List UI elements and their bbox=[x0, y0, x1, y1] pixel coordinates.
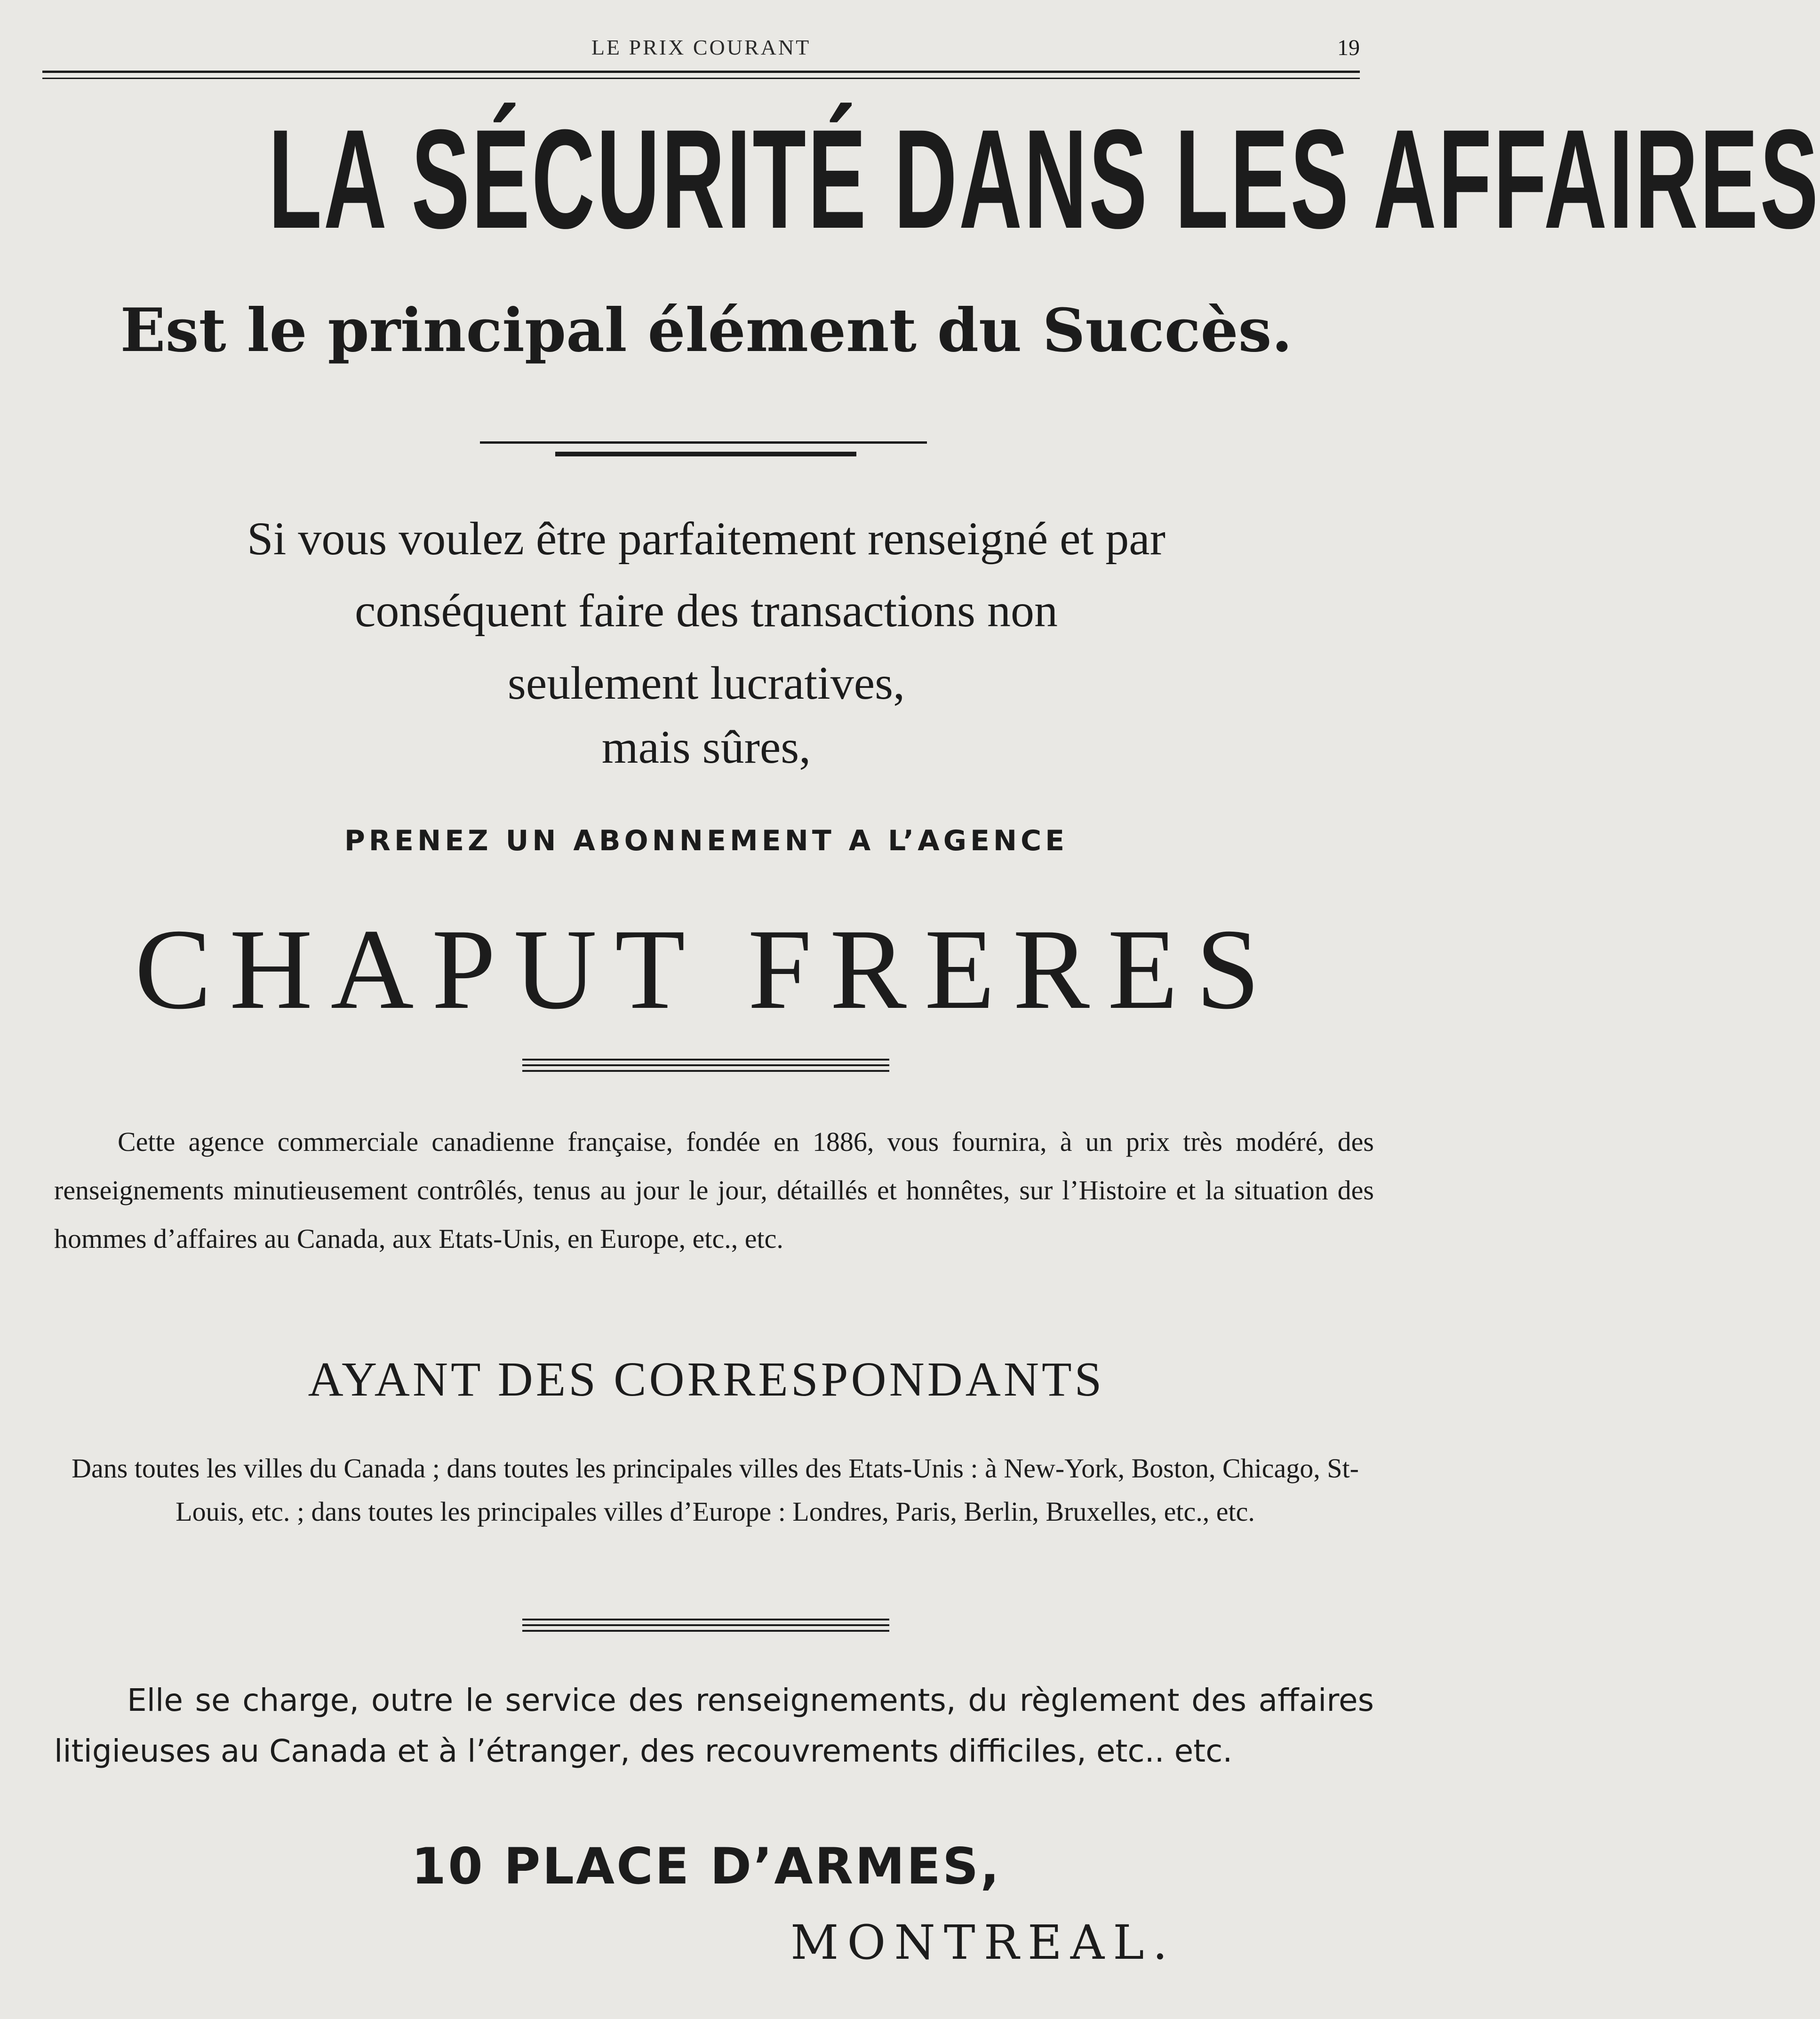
headline: LA SÉCURITÉ DANS LES AFFAIRES bbox=[268, 100, 1820, 258]
divider-3-bottom bbox=[522, 1630, 889, 1632]
intro-line: mais sûres, bbox=[601, 721, 811, 773]
divider-3-mid bbox=[522, 1624, 889, 1626]
header-rule-top bbox=[42, 71, 1360, 73]
divider-1-top bbox=[480, 441, 927, 444]
page-number: 19 bbox=[1337, 35, 1360, 60]
divider-2-top bbox=[522, 1059, 889, 1061]
divider-1-bottom bbox=[555, 452, 856, 456]
divider-2-bottom bbox=[522, 1070, 889, 1072]
running-title: LE PRIX COURANT bbox=[591, 35, 811, 59]
city: MONTREAL. bbox=[790, 1915, 1176, 1970]
intro-line: Si vous voulez être parfaitement renseigné et par bbox=[247, 512, 1165, 565]
intro-line: seulement lucratives, bbox=[507, 657, 905, 709]
subheadline: Est le principal élément du Succès. bbox=[120, 295, 1293, 365]
description-paragraph: Cette agence commerciale canadienne française, fondée en 1886, vous fournira, à un prix très modéré, des renseignements minutieusement contrôlés, tenus au jour le jour, détaillés et honnêtes, sur l’Histoire et la situation des hommes d’affaires au Canada, aux Etats-Unis, en Europe, etc., etc. bbox=[54, 1126, 1374, 1254]
address: 10 PLACE D’ARMES, bbox=[411, 1837, 1001, 1895]
correspondents-paragraph: Dans toutes les villes du Canada ; dans toutes les principales villes des Etats-Unis : à New-York, Boston, Chicago, St-Louis, etc. ; dans toutes les principales villes d’Europe : Londres, Paris, Berlin, Bruxelles, etc., etc. bbox=[72, 1453, 1359, 1527]
intro-line: conséquent faire des transactions non bbox=[355, 584, 1058, 637]
header-rule-bottom bbox=[42, 78, 1360, 79]
correspondents-heading: AYANT DES CORRESPONDANTS bbox=[308, 1352, 1105, 1406]
divider-2-mid bbox=[522, 1064, 889, 1066]
services-paragraph: Elle se charge, outre le service des renseignements, du règlement des affaires litigieuses au Canada et à l’étranger, des recouvrements difficiles, etc.. etc. bbox=[54, 1682, 1374, 1769]
subscribe-line: PRENEZ UN ABONNEMENT A L’AGENCE bbox=[344, 824, 1069, 857]
company-name: CHAPUT FRERES bbox=[135, 905, 1278, 1033]
running-header bbox=[42, 30, 1360, 68]
divider-3-top bbox=[522, 1619, 889, 1620]
